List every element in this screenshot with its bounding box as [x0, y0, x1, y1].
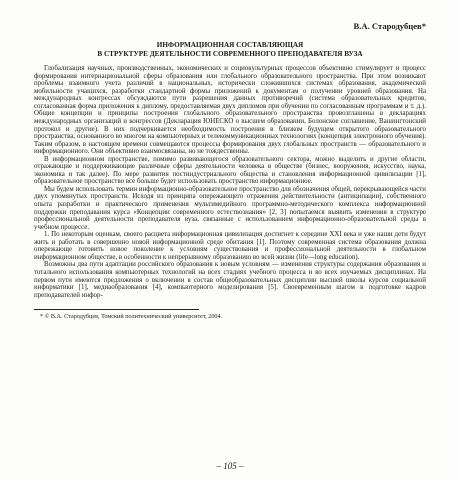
author-name: В.А. Стародубцев* [353, 21, 426, 31]
article-title [34, 41, 426, 58]
paragraph: Глобализация научных, производственных, экономических и социокультурных процессов объективно стимулирует и процесс формирования интернациональной сферы образования или глобального образовательного пространства. При этом возникают проблемы взаимного учета различий в национальных, исторически сложившихся системах образования, академической мобильности учащихся, разработки стандартной формы приложений к документам о получении уровней образования. На международных конгрессах обсуждаются пути разрешения данных противоречий (система образовательных кредитов, согласованная форма приложения к диплому, предоставляемая двух дипломов при обучении по согласованным программам и т. д.). Общие концепции и принципы построения глобального образовательного пространства провозглашены в декларациях международных организаций и конгрессов (Декларация ЮНЕСКО о высшем образовании, Болонское соглашение, Вашингтонский протокол и другие). В них подчеркивается необходимость построения в близком будущем открытого образовательного пространства, основанного во многом на компьютерных и телекоммуникационных технологиях (концепция электронного обучения). Таким образом, в настоящем времени совмещаются процессы формирования двух глобальных пространств — образовательного и информационного. Они объективно взаимосвязаны, но не тождественны. [34, 65, 426, 156]
title-line-1: ИНФОРМАЦИОННАЯ СОСТАВЛЯЮЩАЯ [156, 41, 304, 49]
article-body [34, 65, 426, 299]
title-line-2: В СТРУКТУРЕ ДЕЯТЕЛЬНОСТИ СОВРЕМЕННОГО ПРЕПОДАВАТЕЛЯ ВУЗА [97, 49, 363, 58]
paragraph: Возможны два пути адаптации российского образования к новым условиям — изменения структуры содержания образования и тотального использования компьютерных технологий на всех стадиях учебного процесса и во всех изучаемых дисциплинах. На первом пути имеются предложения о включении в состав общеобразовательных дисциплин высшей школы курсов социальной информатики [1], медиаобразования [4], компьютерного моделирования [5]. Своевременным шагом в подготовке кадров преподавателей инфор- [34, 261, 426, 299]
paragraph: Мы будем использовать термин информационно-образовательное пространство для обозначения общей, перекрывающейся части двух упомянутых пространств. Исходя из принципа опережающего отражения действительности (антиципации), собственного опыта разработки и практического применения мультимедийного программно-методического комплекса информационной поддержки преподавания курса «Концепции современного естествознания» [2, 3] попытаемся выявить изменения в структуре профессиональной деятельности преподавателя вуза, связанные с использованием информационно-образовательной среды в учебном процессе. [34, 185, 426, 231]
paragraph: В информационном пространстве, помимо развивающегося образовательного сектора, можно выделить и другие области, отражающие и поддерживающие различные сферы деятельности человека в обществе (бизнес, вооружения, искусство, наука, экономика и так далее). По мере развития постиндустриального общества и становления информационной цивилизации [1], образовательное пространство все больше будет использовать пространство информационное. [34, 155, 426, 186]
footnote-divider [34, 309, 199, 310]
footnote: * © В.А. Стародубцев, Томский политехнический университет, 2004. [40, 313, 223, 321]
paragraph: 1. По некоторым оценкам, своего расцвета информационная цивилизация достигнет к середине XXI века и уже наши дети будут жить и работать в совершенно новой информационной среде обитания [1]. Поэтому современная система образования должна опережающе готовить новое поколение к условиям существования и профессиональной деятельности в глобальном информационном обществе, в особенности к непрерывному образованию во всей жизни (life—long education). [34, 231, 426, 261]
page-number: – 105 – [216, 461, 244, 471]
